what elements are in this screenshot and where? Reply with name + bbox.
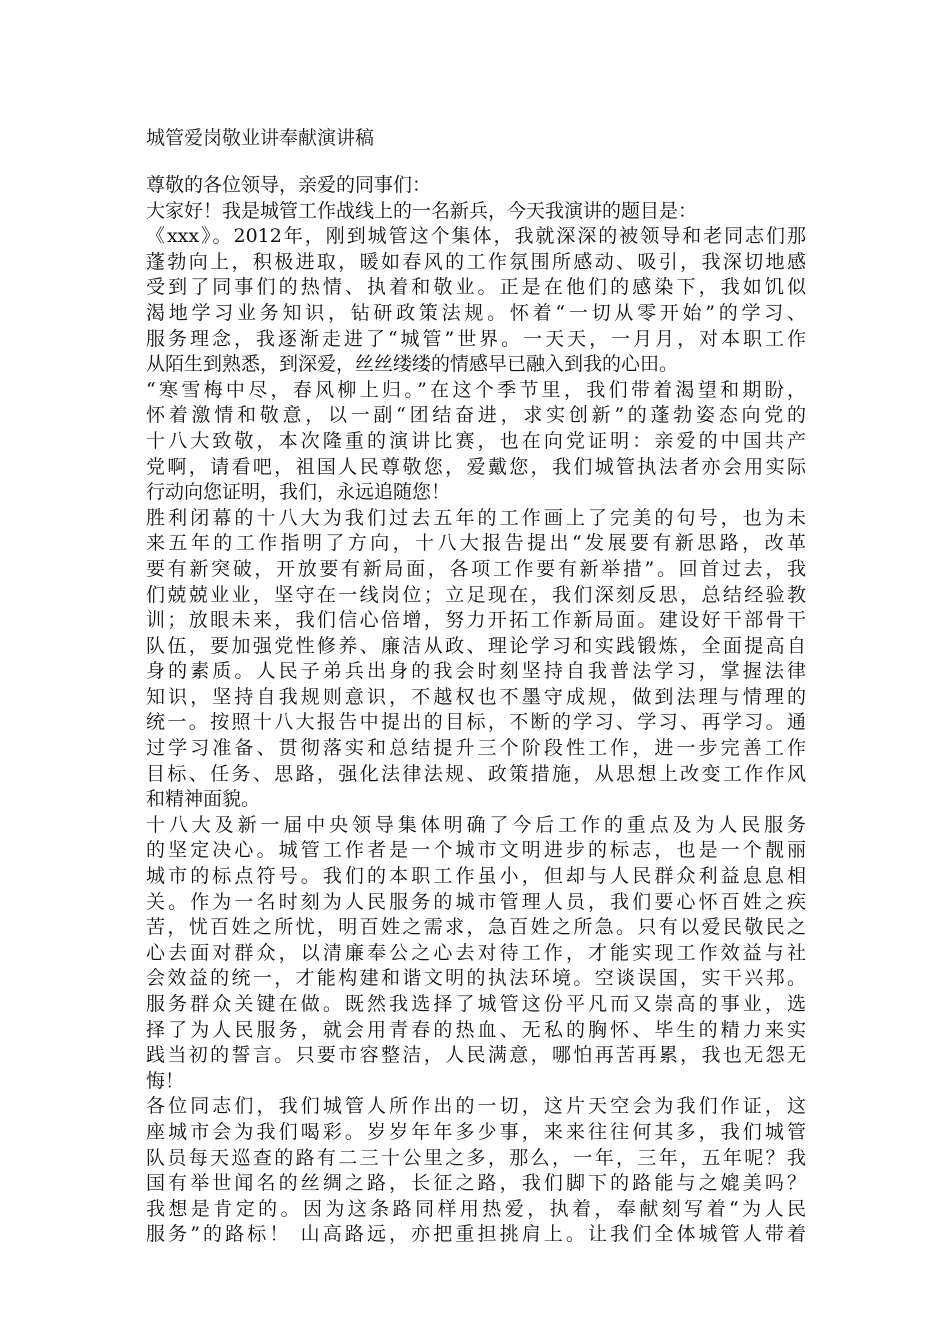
text-line: 服务理念，我逐渐走进了“城管”世界。一天天，一月月，对本职工作 xyxy=(146,327,806,350)
text-line: 知识，坚持自我规则意识，不越权也不墨守成规，做到法理与情理的 xyxy=(146,685,806,708)
text-line: 队伍，要加强党性修养、廉洁从政、理论学习和实践锻炼，全面提高自 xyxy=(146,634,806,657)
text-line: 和精神面貌。 xyxy=(146,788,261,811)
text-line: 《xxx》。2012年，刚到城管这个集体，我就深深的被领导和老同志们那 xyxy=(146,225,806,248)
text-line: 各位同志们，我们城管人所作出的一切，这片天空会为我们作证，这 xyxy=(146,1095,806,1118)
text-line: 队员每天巡查的路有二三十公里之多，那么，一年，三年，五年呢？我 xyxy=(146,1146,806,1169)
text-line: 城市的标点符号。我们的本职工作虽小，但却与人民群众利益息息相 xyxy=(146,865,806,888)
text-line: 受到了同事们的热情、执着和敬业。正是在他们的感染下，我如饥似 xyxy=(146,276,806,299)
text-line: 国有举世闻名的丝绸之路，长征之路，我们脚下的路能与之媲美吗？ xyxy=(146,1172,806,1195)
text-line: 服务”的路标！ 山高路远，亦把重担挑肩上。让我们全体城管人带着 xyxy=(146,1223,806,1246)
text-line: 的坚定决心。城管工作者是一个城市文明进步的标志，也是一个靓丽 xyxy=(146,839,806,862)
text-line: 训；放眼未来，我们信心倍增，努力开拓工作新局面。建设好干部骨干 xyxy=(146,609,806,632)
text-line: 统一。按照十八大报告中提出的目标，不断的学习、学习、再学习。通 xyxy=(146,711,806,734)
text-line: 践当初的誓言。只要市容整洁，人民满意，哪怕再苦再累，我也无怨无 xyxy=(146,1044,806,1067)
text-line: 十八大及新一届中央领导集体明确了今后工作的重点及为人民服务 xyxy=(146,813,806,836)
text-line: 我想是肯定的。因为这条路同样用热爱，执着，奉献刻写着“为人民 xyxy=(146,1197,806,1220)
text-line: 要有新突破，开放要有新局面，各项工作要有新举措”。回首过去，我 xyxy=(146,557,806,580)
text-line: “寒雪梅中尽，春风柳上归。”在这个季节里，我们带着渴望和期盼， xyxy=(146,378,806,401)
text-line: 服务群众关键在做。既然我选择了城管这份平凡而又崇高的事业，选 xyxy=(146,993,806,1015)
text-line: 渴地学习业务知识，钻研政策法规。怀着“一切从零开始”的学习、 xyxy=(146,301,806,324)
text-line: 从陌生到熟悉，到深爱，丝丝缕缕的情感早已融入到我的心田。 xyxy=(146,353,679,376)
text-line: 行动向您证明，我们，永远追随您！ xyxy=(146,481,451,504)
text-line: 过学习准备、贯彻落实和总结提升三个阶段性工作，进一步完善工作 xyxy=(146,737,806,760)
text-line: 悔！ xyxy=(146,1069,185,1092)
text-line: 座城市会为我们喝彩。岁岁年年多少事，来来往往何其多，我们城管 xyxy=(146,1120,806,1143)
text-line: 会效益的统一，才能构建和谐文明的执法环境。空谈误国，实干兴邦。 xyxy=(146,967,806,990)
text-line: 大家好！我是城管工作战线上的一名新兵，今天我演讲的题目是： xyxy=(146,199,698,222)
text-line: 胜利闭幕的十八大为我们过去五年的工作画上了完美的句号，也为未 xyxy=(146,506,806,529)
text-line: 身的素质。人民子弟兵出身的我会时刻坚持自我普法学习，掌握法律 xyxy=(146,660,806,683)
text-line: 择了为人民服务，就会用青春的热血、无私的胸怀、毕生的精力来实 xyxy=(146,1018,806,1041)
text-line: 目标、任务、思路，强化法律法规、政策措施，从思想上改变工作作风 xyxy=(146,762,806,785)
text-line: 党啊，请看吧，祖国人民尊敬您，爱戴您，我们城管执法者亦会用实际 xyxy=(146,455,806,478)
text-line: 尊敬的各位领导，亲爱的同事们： xyxy=(146,174,432,196)
text-line: 心去面对群众，以清廉奉公之心去对待工作，才能实现工作效益与社 xyxy=(146,941,806,964)
text-line: 怀着激情和敬意，以一副“团结奋进，求实创新”的蓬勃姿态向党的 xyxy=(146,404,806,427)
text-line: 关。作为一名时刻为人民服务的城市管理人员，我们要心怀百姓之疾 xyxy=(146,890,806,913)
text-line: 们兢兢业业，坚守在一线岗位；立足现在，我们深刻反思，总结经验教 xyxy=(146,583,806,606)
text-line: 十八大致敬，本次隆重的演讲比赛，也在向党证明：亲爱的中国共产 xyxy=(146,429,806,452)
document-title: 城管爱岗敬业讲奉献演讲稿 xyxy=(146,127,375,149)
text-line: 蓬勃向上，积极进取，暖如春风的工作氛围所感动、吸引，我深切地感 xyxy=(146,250,806,273)
text-line: 苦，忧百姓之所忧，明百姓之需求，急百姓之所急。只有以爱民敬民之 xyxy=(146,916,806,939)
text-line: 来五年的工作指明了方向，十八大报告提出“发展要有新思路，改革 xyxy=(146,532,806,555)
document-body xyxy=(146,173,806,1248)
